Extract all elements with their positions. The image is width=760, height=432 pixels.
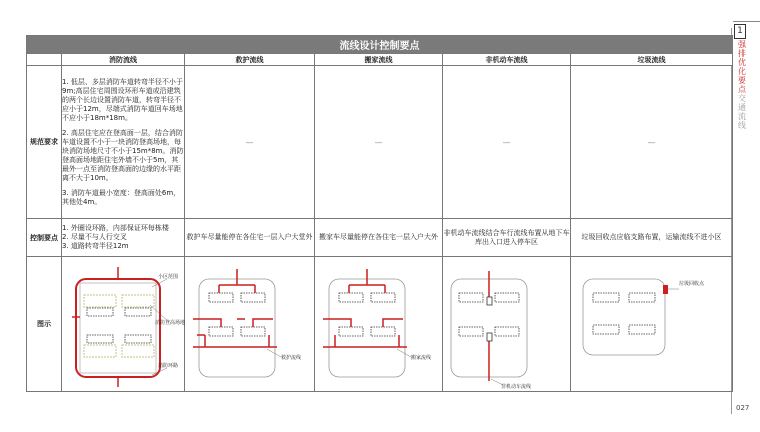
label-site-boundary: 小区范围 [158,274,179,280]
fire-ring-road [76,279,160,377]
requirement-item: 2. 高层住宅应在登高面一层，结合消防车道设置不小于一块消防登高场地，每块消防场地尺寸不小于15m*8m。消防登高面场地距住宅外墙不小于5m，其最外一点至消防登高面的边缘的水平距离不大于10m。 [62,128,184,182]
building-block [495,293,519,302]
label-moving-line: 搬家流线 [411,355,432,361]
moving-route [323,319,403,327]
site-boundary [199,279,275,377]
fire-climbing-area [84,295,116,307]
building-block [209,293,233,302]
label-fire-ring: 消防环路 [158,363,179,369]
building-block [459,327,483,336]
fire-climbing-area [122,295,154,307]
building-block [371,327,395,336]
building-block [629,293,655,302]
control-moving: 搬家车尽量能停在各住宅一层入户大外 [315,219,443,257]
fire-climbing-area [84,345,116,357]
building-block [339,327,363,336]
building-block [241,293,265,302]
page-top-rule [733,21,760,22]
label-rescue-line: 救护流线 [281,355,302,361]
label-garbage-point: 垃圾回收点 [679,281,705,287]
moving-route [349,269,385,293]
column-header-garbage: 垃圾流线 [571,54,733,66]
moving-route [323,335,407,347]
site-boundary [583,279,665,355]
building-block [495,327,519,336]
control-rescue: 救护车尽量能停在各住宅一层入户大堂外 [185,219,315,257]
fire-climbing-area [122,345,154,357]
leader-line [397,349,411,357]
building-block [339,293,363,302]
requirements-fire [62,66,185,219]
sidebar-grey-text: 交通流线 [738,94,746,130]
rescue-route [193,319,273,327]
control-bike: 非机动车流线结合车行流线布置从地下车库出入口进入停车区 [443,219,571,257]
row-label-requirements: 规范要求 [27,66,62,219]
garbage-diagram-svg [571,257,733,391]
column-header-bike: 非机动车流线 [443,54,571,66]
control-fire [62,219,185,257]
building-block [371,293,395,302]
diagram-garbage [571,257,733,392]
leader-line [267,349,281,357]
diagram-fire [62,257,185,392]
control-row [27,219,733,257]
moving-diagram-svg [315,257,443,391]
bike-diagram-svg [443,257,571,391]
row-label-control: 控制要点 [27,219,62,257]
building-block [125,308,151,316]
page-number: 027 [736,404,750,412]
diagram-bike [443,257,571,392]
requirements-row [27,66,733,219]
diagram-moving [315,257,443,392]
fire-diagram-svg [62,257,185,391]
column-header-row [27,54,733,66]
building-block [125,335,151,343]
section-badge: 1 [734,24,746,39]
flow-control-table [26,35,733,392]
row-label-diagram: 图示 [27,257,62,392]
building-block [87,335,113,343]
building-block [209,327,233,336]
control-item: 3. 道路转弯半径12m [62,242,129,250]
building-block [629,325,655,334]
table-title-row [27,36,733,54]
control-item: 2. 尽量不与人行交叉 [62,233,127,241]
requirement-item: 3. 消防车道最小宽度：登高面处6m，其他处4m。 [62,188,181,206]
column-header-fire: 消防流线 [62,54,185,66]
building-block [593,325,619,334]
requirements-rescue: — [185,66,315,219]
requirement-item: 1. 低层、多层消防车道转弯半径不小于9m;高层住宅周围设环形车道或沿建筑的两个长边设置消防车道，转弯半径不应小于12m，尽端式消防车道回车场地不应小于18m*18m。 [62,77,183,122]
column-header-moving: 搬家流线 [315,54,443,66]
requirements-moving: — [315,66,443,219]
building-block [87,308,113,316]
label-bike-line: 非机动车流线 [501,384,532,390]
rescue-route [197,335,269,347]
control-item: 1. 外圈设环路，内部保证环每栋楼 [62,224,169,232]
garage-ramp [487,333,492,341]
garbage-point-marker [663,285,668,294]
site-boundary [80,283,156,373]
control-garbage: 垃圾回收点应临支路布置，运输流线不进小区 [571,219,733,257]
requirements-bike: — [443,66,571,219]
building-block [241,327,265,336]
site-boundary [329,279,405,377]
building-block [593,293,619,302]
diagram-row [27,257,733,392]
column-header-rescue: 救护流线 [185,54,315,66]
column-header-blank [27,54,62,66]
building-block [459,293,483,302]
garage-ramp [487,297,492,305]
diagram-rescue [185,257,315,392]
sidebar-section-title [738,40,748,130]
requirements-garbage: — [571,66,733,219]
rescue-route [219,269,255,293]
label-fire-lane: 消防登高场地 [155,320,185,326]
sidebar-red-text: 强排优化要点 [738,40,746,94]
rescue-diagram-svg [185,257,315,391]
table-title: 流线设计控制要点 [27,36,733,54]
